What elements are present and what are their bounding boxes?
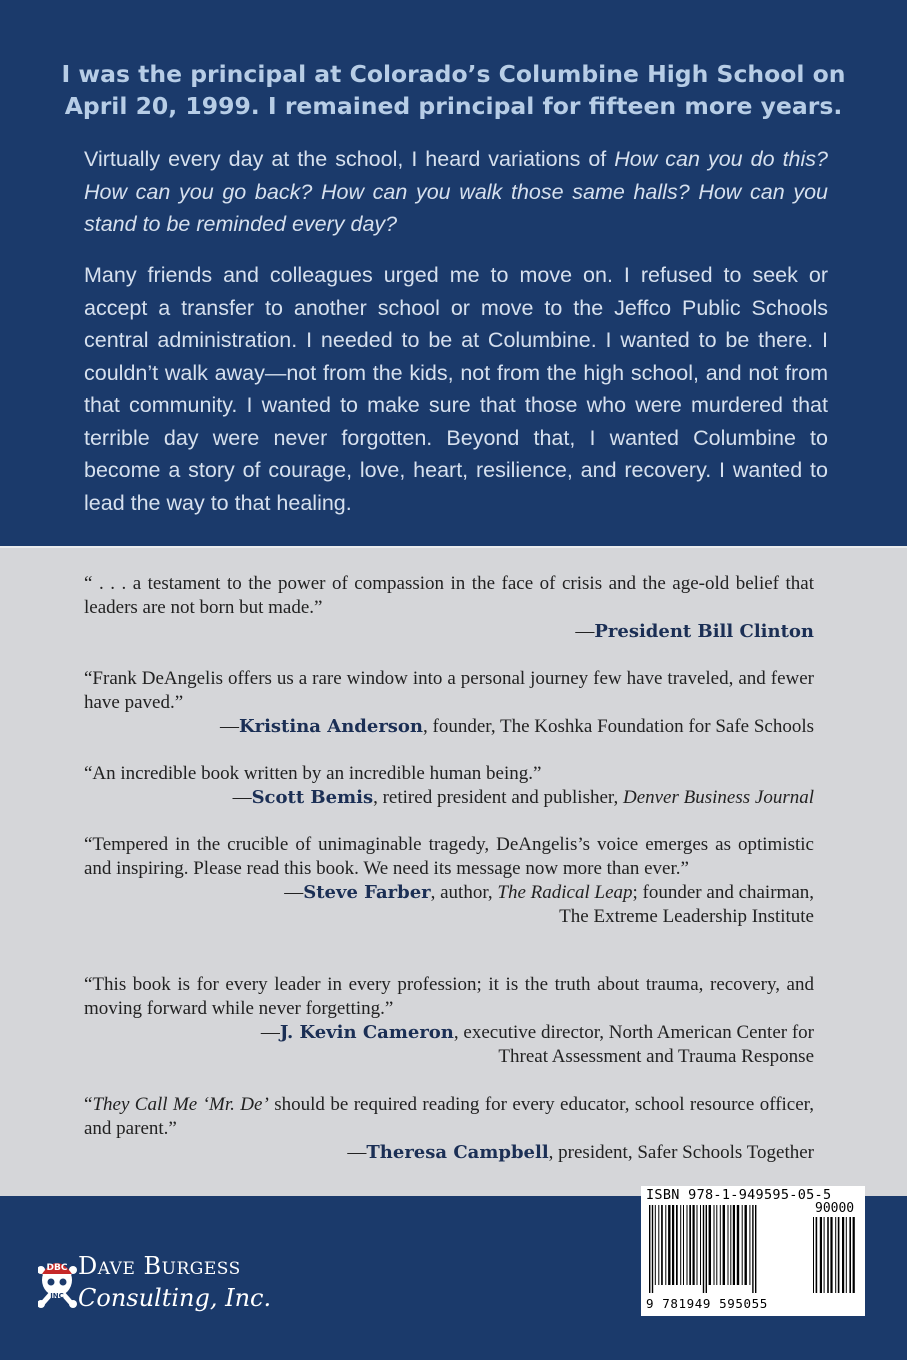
addon-bar — [838, 1217, 840, 1293]
barcode-bar — [689, 1205, 691, 1285]
addon-bar — [816, 1217, 818, 1293]
barcode-number: 9 781949 595055 — [646, 1296, 768, 1311]
paragraph-questions-plain: Virtually every day at the school, I heard variations of — [84, 147, 615, 171]
addon-bar — [846, 1217, 847, 1293]
barcode-bar — [693, 1205, 695, 1285]
endorsement-text: “Frank DeAngelis offers us a rare window into a personal journey few have traveled, and fewer have paved.” — [84, 668, 814, 713]
endorser-name: Kristina Anderson — [238, 716, 424, 737]
paragraph-questions — [84, 143, 828, 241]
paragraph-resolve: Many friends and colleagues urged me to move on. I refused to seek or accept a transfer to another school or move to the Jeffco Public Schools central administration. I needed to be at Columbine. I wanted to be there. I couldn’t walk away—not from the kids, not from the high school, and not from that community. I wanted to make sure that those who were murdered that terrible day were never forgotten. Beyond that, I wanted Columbine to become a story of courage, love, heart, resilience, and recovery. I wanted to lead the way to that healing. — [84, 263, 828, 515]
book-title: They Call Me ‘Mr. De’ — [92, 1094, 269, 1115]
addon-bar — [827, 1217, 829, 1293]
barcode-bar — [697, 1205, 698, 1285]
endorsement-text: “ . . . a testament to the power of compassion in the face of crisis and the age-old belief that leaders are not born but made.” — [84, 573, 814, 618]
endorsement-text: “Tempered in the crucible of unimaginable tragedy, DeAngelis’s voice emerges as optimistic and inspiring. Please read this book. We need its message now more than ever.” — [84, 834, 814, 879]
endorser-role: , executive director, North American Center for — [453, 1022, 814, 1043]
barcode-bars — [647, 1205, 861, 1297]
barcode-bar — [661, 1205, 663, 1285]
endorser-role-line2: Threat Assessment and Trauma Response — [498, 1046, 814, 1067]
paragraph-questions-italic: How can you do this? How can you go back? How can you walk those same halls? How can you stand to be reminded every day? — [84, 147, 828, 236]
barcode-bar — [709, 1205, 711, 1285]
barcode-bar — [683, 1205, 684, 1285]
endorsement-attribution: —Theresa Campbell, president, Safer Schools Together — [347, 1142, 814, 1163]
endorser-role: , author, — [430, 882, 498, 903]
addon-bar — [830, 1217, 832, 1293]
endorsement-attribution: —Steve Farber, author, The Radical Leap; founder and chairman, The Extreme Leadership Institute — [284, 882, 814, 927]
barcode-bar — [749, 1205, 750, 1285]
barcode-bar — [665, 1205, 666, 1285]
barcode-bar — [745, 1205, 747, 1285]
endorser-role-line2: The Extreme Leadership Institute — [559, 906, 814, 927]
endorsement-6 — [84, 1093, 814, 1165]
addon-bar — [853, 1217, 855, 1293]
endorser-role: , retired president and publisher, — [373, 787, 623, 808]
barcode-bar — [723, 1205, 725, 1285]
price-code: 90000 — [815, 1201, 855, 1216]
addon-bar — [820, 1217, 822, 1293]
endorser-book: The Radical Leap — [497, 882, 633, 903]
endorser-name: Theresa Campbell — [366, 1142, 549, 1163]
publisher-name: Dave Burgess — [78, 1252, 241, 1280]
lead-statement: I was the principal at Colorado’s Columbine High School on April 20, 1999. I remained principal for fifteen more years. — [61, 60, 846, 120]
endorsement-attribution: —Scott Bemis, retired president and publisher, Denver Business Journal — [232, 787, 814, 808]
endorser-role-tail: ; founder and chairman, — [632, 882, 814, 903]
barcode-bar — [714, 1205, 715, 1285]
endorsement-4 — [84, 833, 814, 929]
barcode-bar — [672, 1205, 674, 1285]
barcode-bar — [652, 1205, 653, 1293]
addon-bar — [842, 1217, 844, 1293]
barcode-bar — [728, 1205, 729, 1285]
barcode-bar — [687, 1205, 688, 1285]
endorsement-text: “This book is for every leader in every profession; it is the truth about trauma, recovery, and moving forward while never forgetting.” — [84, 974, 814, 1019]
endorsement-3 — [84, 762, 814, 810]
addon-bar — [813, 1217, 814, 1293]
barcode-bar — [658, 1205, 659, 1285]
barcode-bar — [752, 1205, 753, 1293]
endorser-name: J. Kevin Cameron — [279, 1022, 454, 1043]
barcode-bar — [668, 1205, 670, 1285]
barcode-bar — [703, 1205, 704, 1293]
barcode-bar — [676, 1205, 678, 1285]
endorsement-attribution: —Kristina Anderson, founder, The Koshka Foundation for Safe Schools — [219, 716, 814, 737]
badge-bottom-text: INC — [50, 1292, 64, 1300]
endorsement-1 — [84, 572, 814, 644]
barcode-bar — [680, 1205, 681, 1285]
endorser-role: , founder, The Koshka Foundation for Safe Schools — [423, 716, 814, 737]
endorsement-2 — [84, 667, 814, 739]
badge-top-text: DBC — [46, 1263, 68, 1273]
endorser-name: Scott Bemis — [251, 787, 374, 808]
barcode-bar — [755, 1205, 756, 1293]
endorser-publication: Denver Business Journal — [622, 787, 814, 808]
addon-bar — [849, 1217, 851, 1293]
endorsement-attribution: —President Bill Clinton — [575, 621, 814, 642]
addon-bar — [835, 1217, 836, 1293]
barcode-bar — [700, 1205, 701, 1285]
endorsement-5 — [84, 973, 814, 1069]
barcode-bar — [706, 1205, 707, 1293]
barcode-bar — [730, 1205, 731, 1285]
barcode-bar — [655, 1205, 656, 1285]
addon-bar — [824, 1217, 825, 1293]
publisher-subtitle: Consulting, Inc. — [78, 1284, 272, 1312]
endorser-name: President Bill Clinton — [594, 621, 814, 642]
endorsement-text-rest: should be required reading for every educator, school resource officer, and parent.” — [84, 1094, 814, 1139]
barcode-bar — [733, 1205, 735, 1285]
barcode-bar — [742, 1205, 743, 1285]
endorser-name: Steve Farber — [303, 882, 431, 903]
barcode-bar — [737, 1205, 739, 1285]
endorsement-text: “They Call Me ‘Mr. De’ should be required reading for every educator, school resource officer, and parent.” — [84, 1094, 814, 1139]
endorsement-attribution: —J. Kevin Cameron, executive director, North American Center for Threat Assessment and Trauma Response — [260, 1022, 814, 1067]
endorsement-text: “An incredible book written by an incredible human being.” — [84, 763, 542, 784]
barcode-bar — [720, 1205, 721, 1285]
barcode-bar — [716, 1205, 717, 1285]
barcode-bar — [649, 1205, 650, 1293]
endorser-role: , president, Safer Schools Together — [548, 1142, 814, 1163]
isbn-text: ISBN 978-1-949595-05-5 — [646, 1187, 832, 1203]
